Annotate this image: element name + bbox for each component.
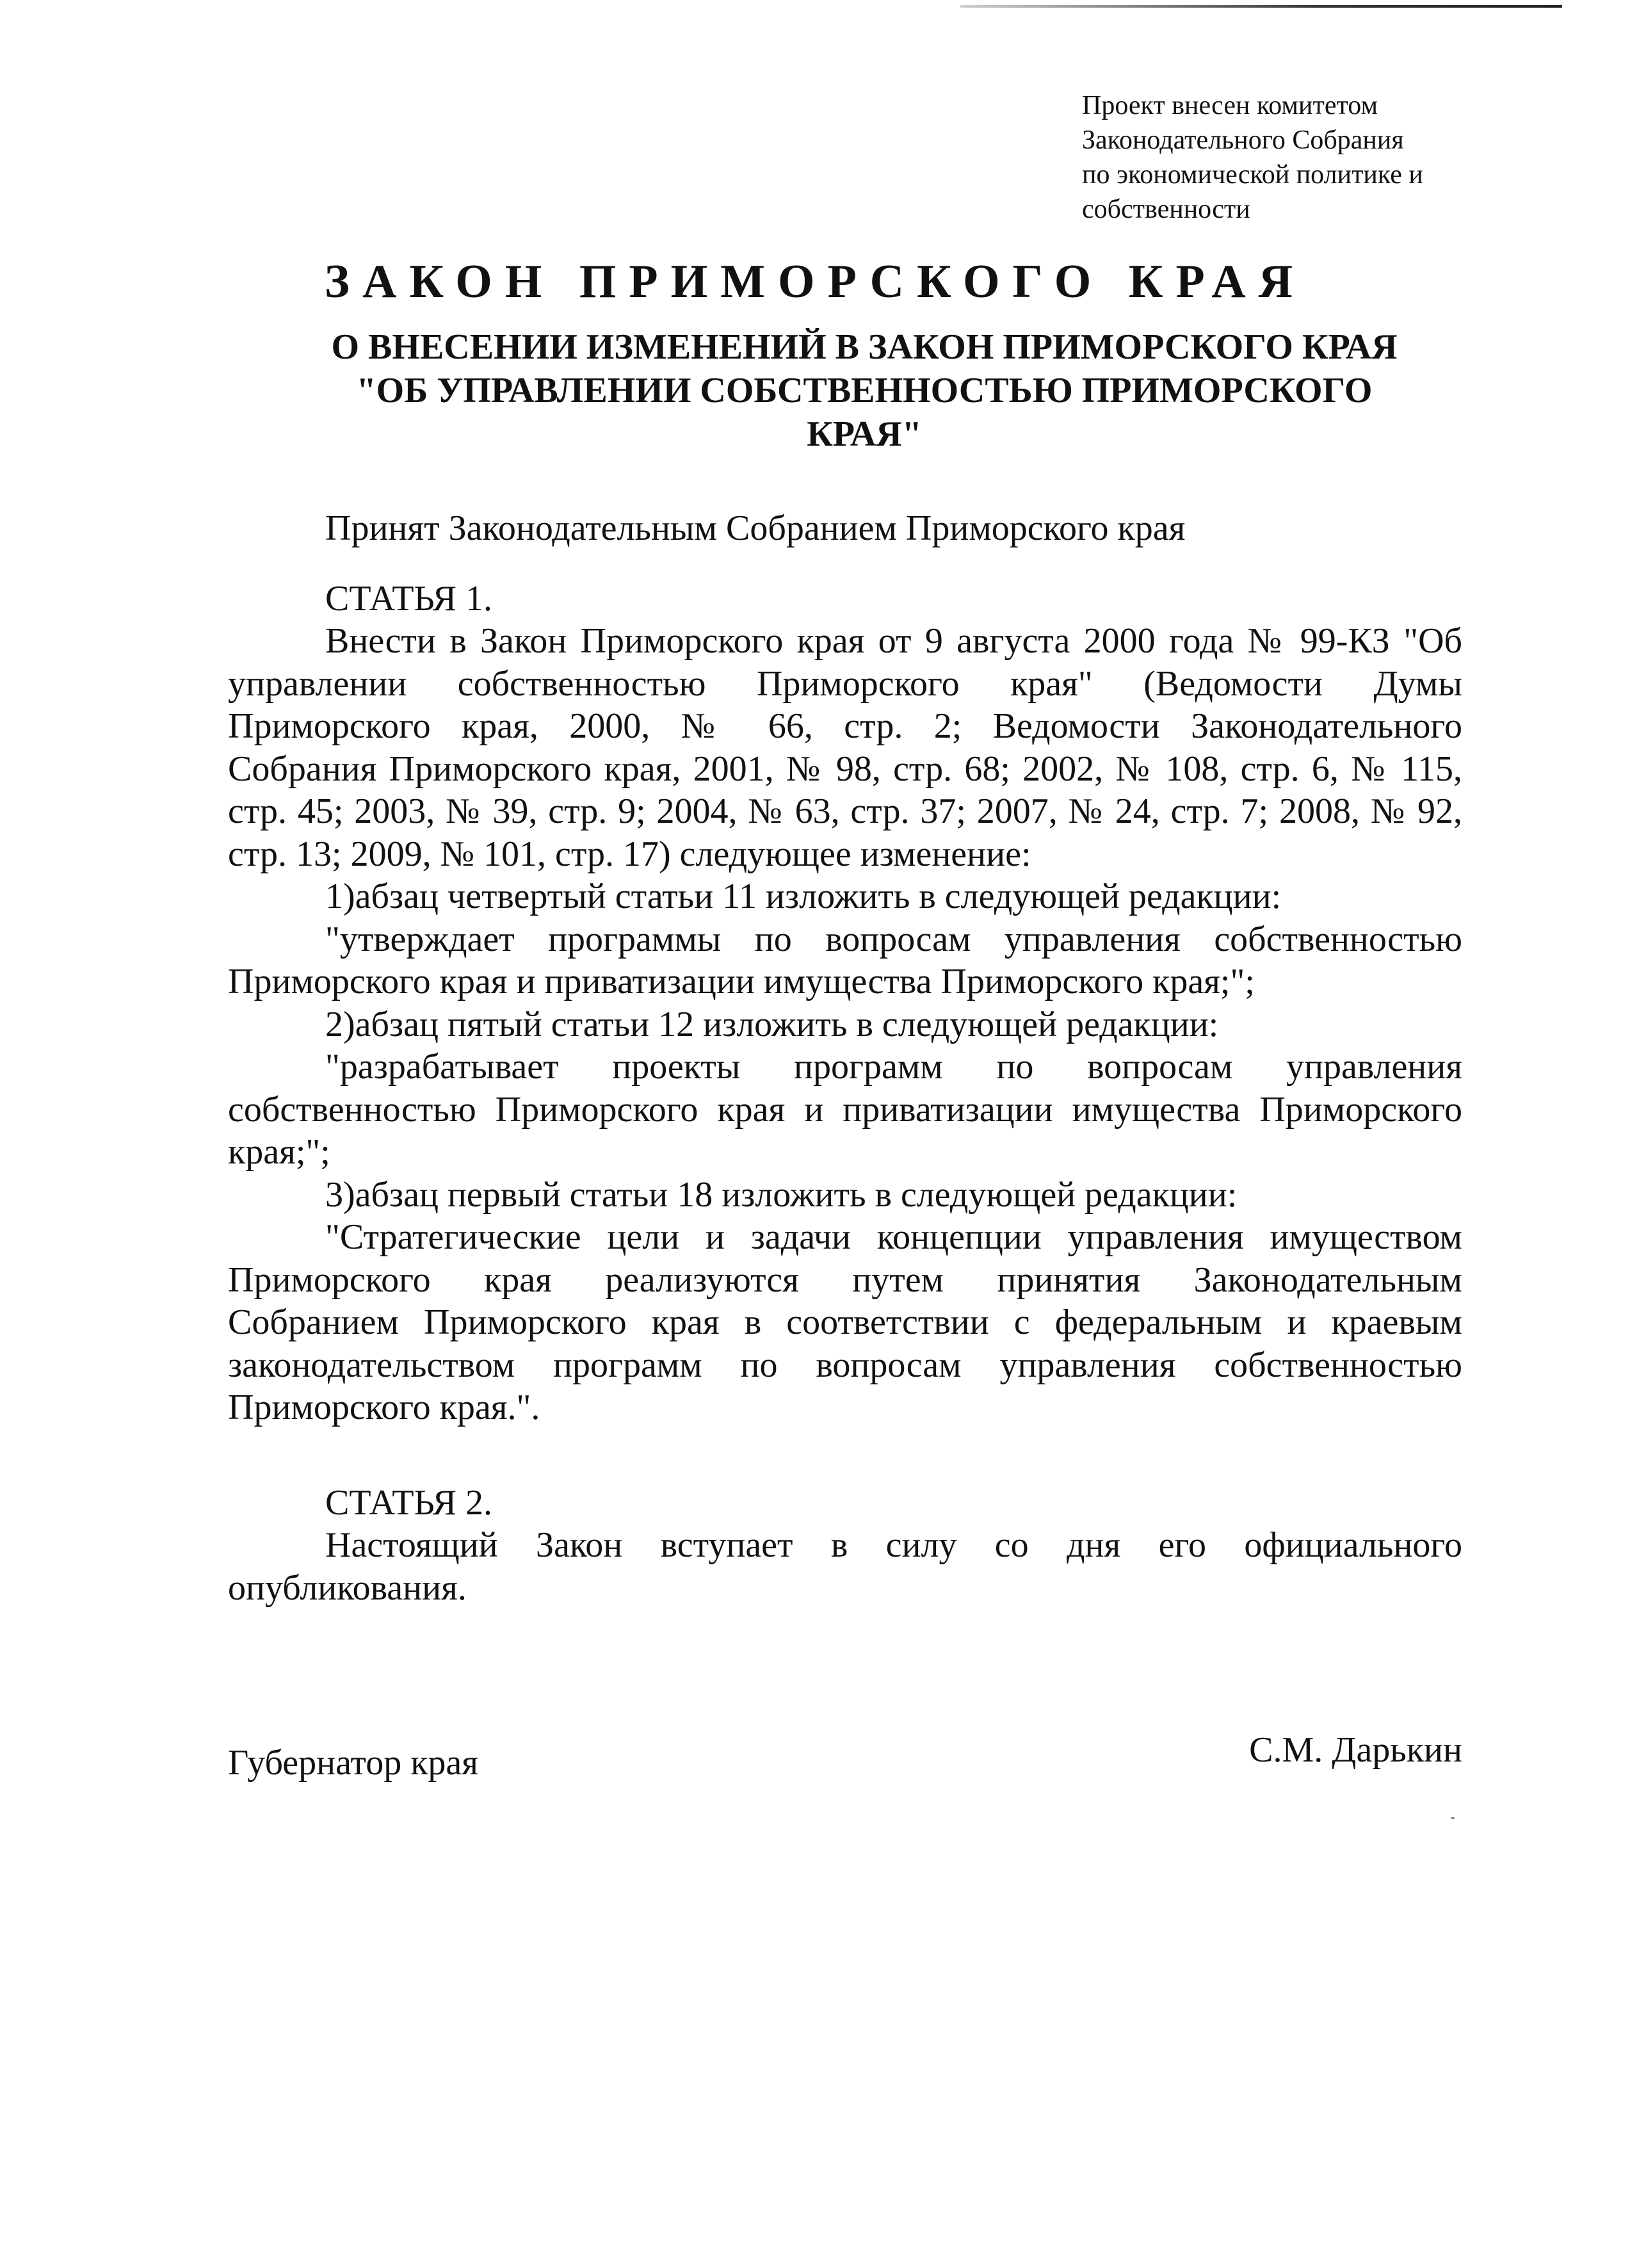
article-2-heading: СТАТЬЯ 2. xyxy=(325,1483,493,1523)
submitter-line: по экономической политике и xyxy=(1082,160,1423,190)
law-subtitle xyxy=(269,325,1460,456)
article-1-line: Приморского края и приватизации имущества Приморского края;"; xyxy=(228,962,1255,1001)
submitter-line: Законодательного Собрания xyxy=(1082,126,1404,155)
article-1-line: 3)абзац первый статьи 18 изложить в следующей редакции: xyxy=(325,1174,1238,1215)
subtitle-line: "ОБ УПРАВЛЕНИИ СОБСТВЕННОСТЬЮ ПРИМОРСКОГО xyxy=(356,371,1373,410)
article-1-line: Внести в Закон Приморского края от 9 августа 2000 года № 99-КЗ "Об xyxy=(325,621,1462,661)
article-2-body xyxy=(228,1524,1462,1609)
adoption-statement: Принят Законодательным Собранием Приморского края xyxy=(325,508,1186,548)
article-1-line: "разрабатывает проекты программ по вопросам управления xyxy=(325,1047,1462,1087)
signatory-name: С.М. Дарькин xyxy=(1249,1730,1462,1770)
top-edge-rule xyxy=(960,5,1562,8)
scan-speck xyxy=(1451,1817,1455,1819)
article-1-line: Собрания Приморского края, 2001, № 98, стр. 68; 2002, № 108, стр. 6, № 115, xyxy=(228,749,1462,789)
article-1-line: края;"; xyxy=(228,1132,330,1172)
article-1-heading: СТАТЬЯ 1. xyxy=(325,579,493,619)
subtitle-line: КРАЯ" xyxy=(807,414,922,454)
article-1-line: законодательством программ по вопросам управления собственностью xyxy=(228,1345,1462,1385)
article-2-line: Настоящий Закон вступает в силу со дня его официального xyxy=(325,1525,1462,1565)
signatory-position: Губернатор края xyxy=(228,1743,479,1783)
article-1-line: Приморского края реализуются путем принятия Законодательным xyxy=(228,1260,1462,1300)
article-1-line: "Стратегические цели и задачи концепции управления имуществом xyxy=(325,1217,1462,1257)
article-1-line: Приморского края.". xyxy=(228,1388,540,1427)
article-2-line: опубликования. xyxy=(228,1567,467,1608)
article-1-line: "утверждает программы по вопросам управления собственностью xyxy=(325,919,1462,959)
article-1-line: Приморского края, 2000, № 66, стр. 2; Ведомости Законодательного xyxy=(228,706,1462,746)
submitter-note xyxy=(1082,88,1479,227)
article-1-line: 2)абзац пятый статьи 12 изложить в следующей редакции: xyxy=(325,1004,1219,1044)
article-1-line: Собранием Приморского края в соответствии с федеральным и краевым xyxy=(228,1302,1462,1342)
article-1-line: стр. 13; 2009, № 101, стр. 17) следующее изменение: xyxy=(228,834,1031,874)
article-1-line: стр. 45; 2003, № 39, стр. 9; 2004, № 63, стр. 37; 2007, № 24, стр. 7; 2008, № 92, xyxy=(228,791,1462,831)
submitter-line: Проект внесен комитетом xyxy=(1082,91,1378,120)
article-1-line: собственностью Приморского края и приватизации имущества Приморского xyxy=(228,1089,1462,1130)
submitter-line: собственности xyxy=(1082,195,1250,224)
law-title: ЗАКОН ПРИМОРСКОГО КРАЯ xyxy=(324,255,1306,308)
article-1-line: управлении собственностью Приморского края" (Ведомости Думы xyxy=(228,663,1462,704)
subtitle-line: О ВНЕСЕНИИ ИЗМЕНЕНИЙ В ЗАКОН ПРИМОРСКОГО КРАЯ xyxy=(331,327,1398,367)
article-1-body xyxy=(228,620,1462,1429)
article-1-line: 1)абзац четвертый статьи 11 изложить в следующей редакции: xyxy=(325,877,1282,916)
